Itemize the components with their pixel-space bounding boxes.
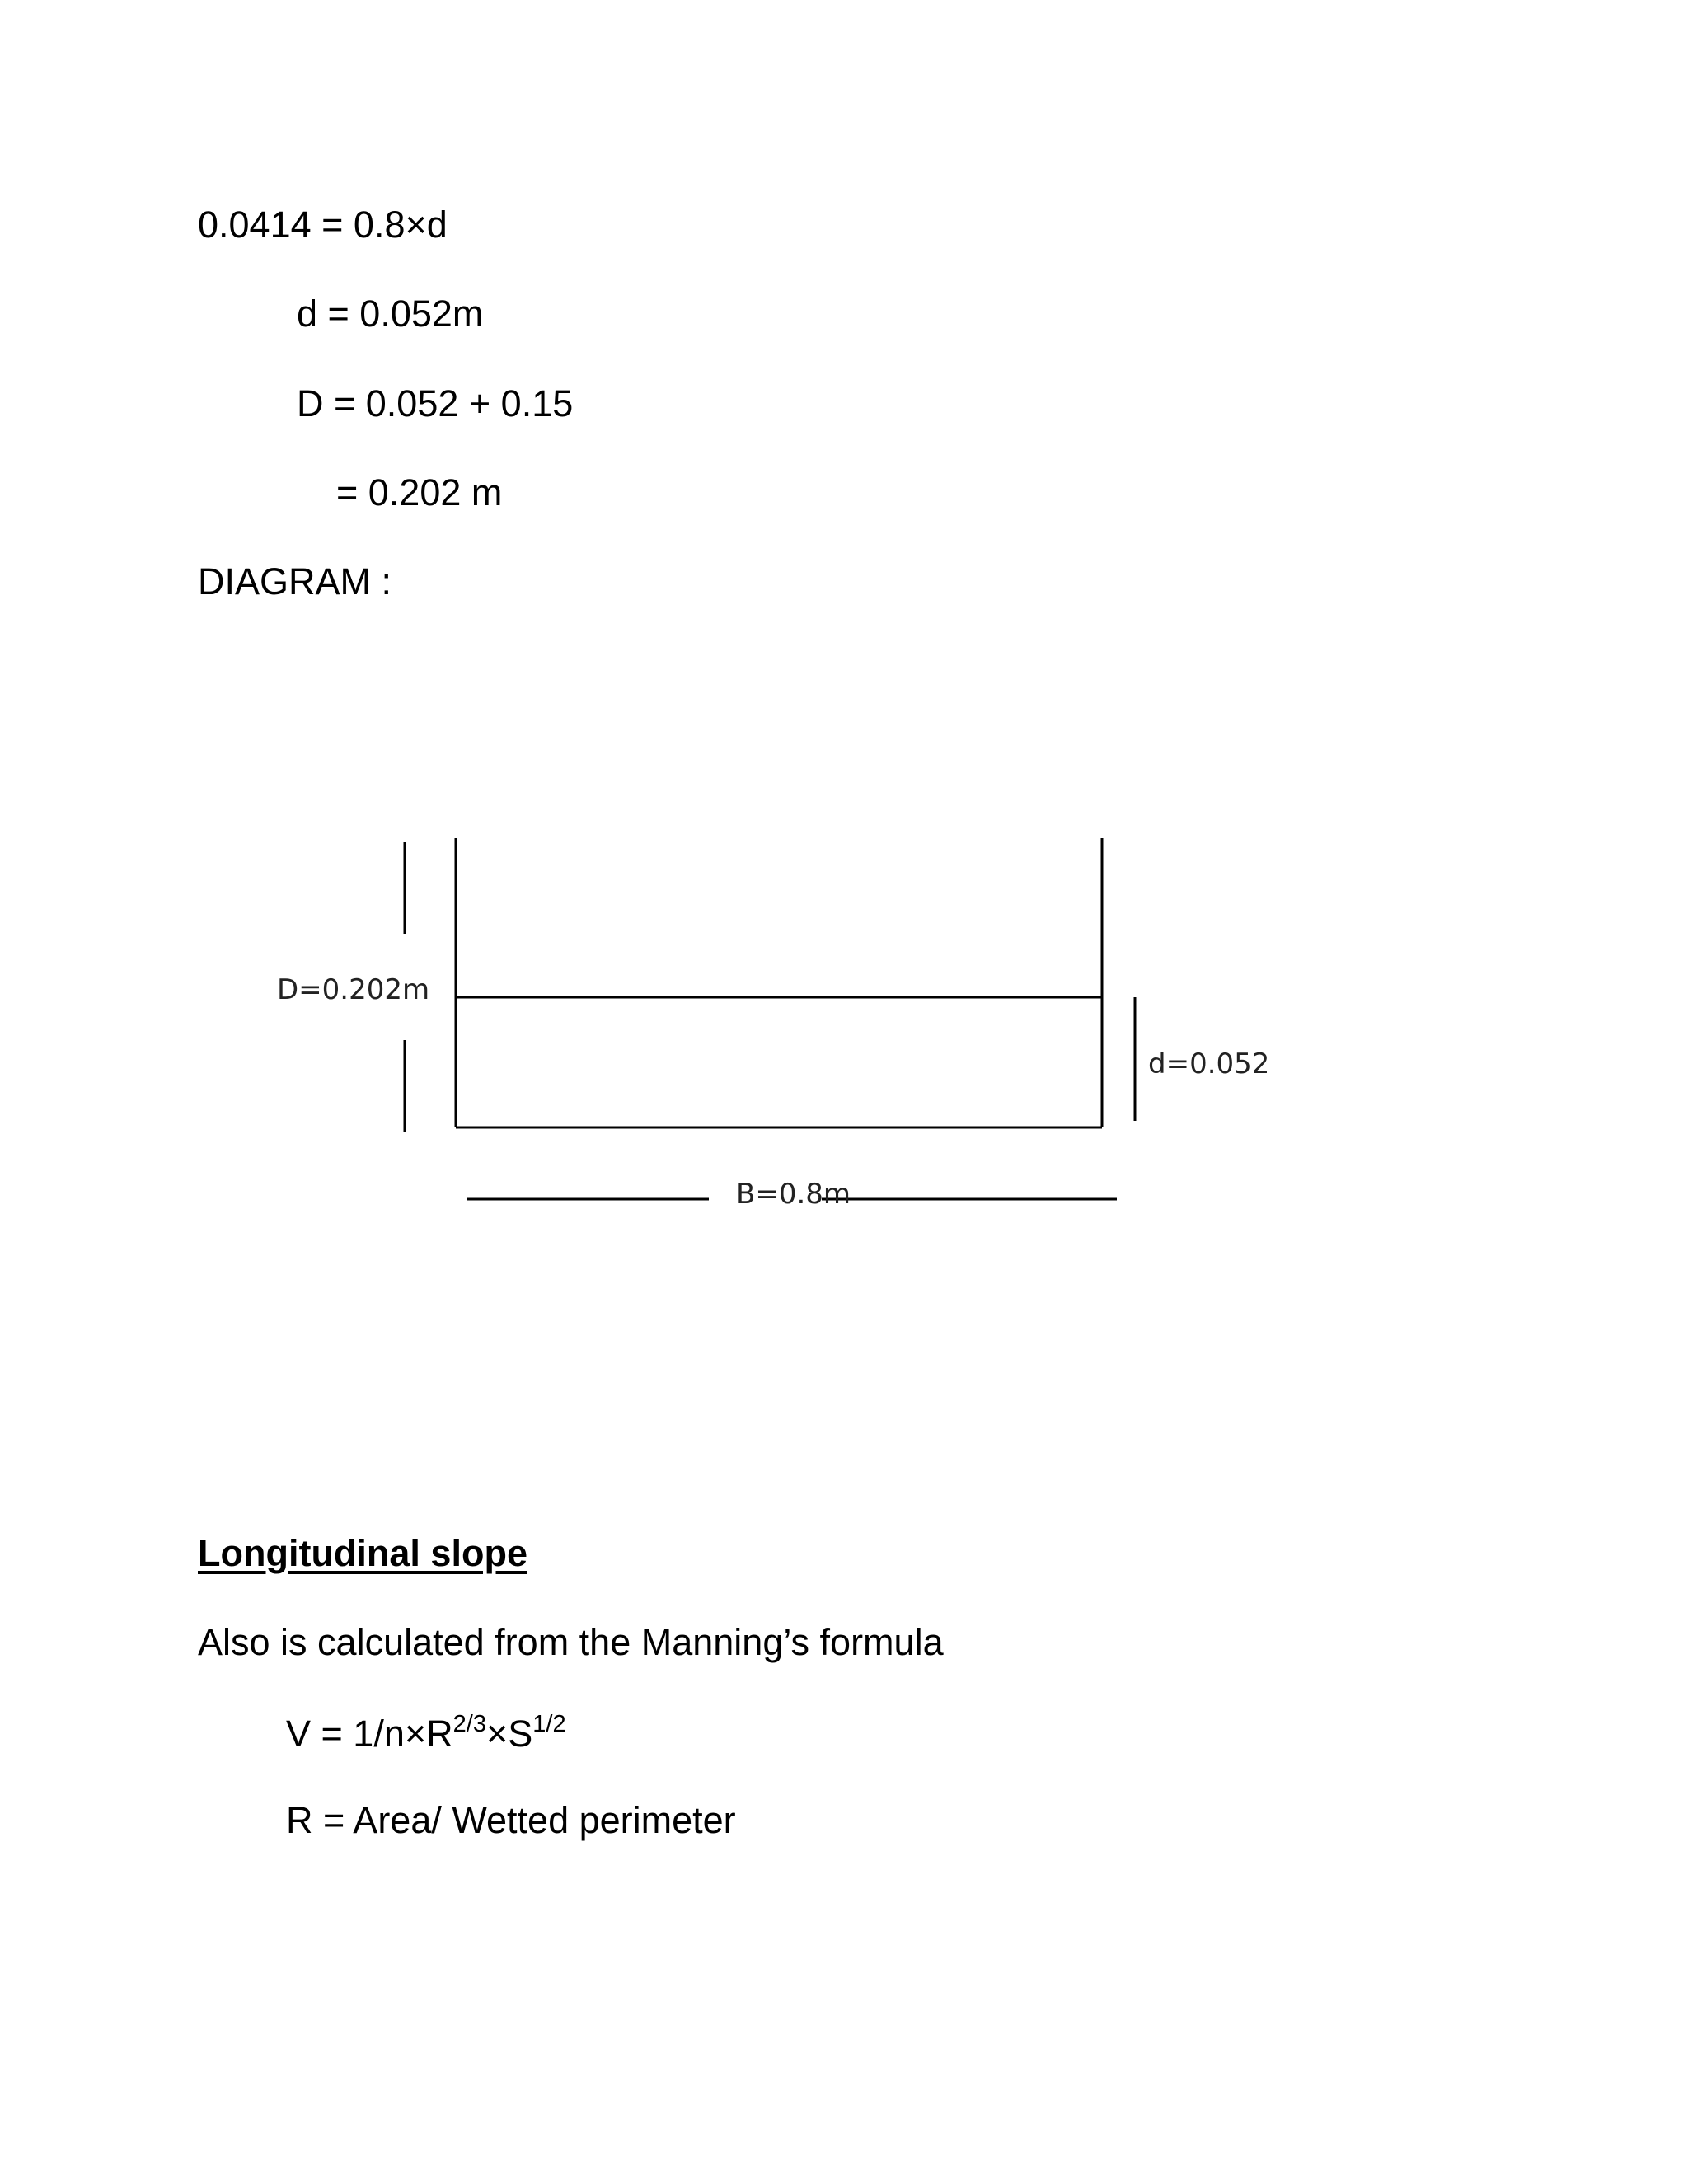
equation-line-4: = 0.202 m [336,471,503,513]
formula-mid: ×S [485,1713,533,1755]
flow-depth-label: d=0.052 [1148,1047,1270,1080]
formula-lead: V = 1/n×R [286,1713,453,1755]
section-heading: Longitudinal slope [198,1532,528,1574]
formula-exponent-r: 2/3 [452,1711,486,1737]
equation-line-3: D = 0.052 + 0.15 [297,382,574,424]
total-depth-label: D=0.202m [277,973,430,1006]
section-intro: Also is calculated from the Manning’s formula [198,1621,944,1663]
hydraulic-radius-definition: R = Area/ Wetted perimeter [286,1799,736,1841]
equation-line-2: d = 0.052m [297,293,484,335]
channel-width-label: B=0.8m [736,1178,851,1211]
formula-exponent-s: 1/2 [532,1711,566,1737]
manning-formula [286,1711,566,1755]
equation-line-1: 0.0414 = 0.8×d [198,204,448,246]
diagram-title: DIAGRAM : [198,560,392,602]
